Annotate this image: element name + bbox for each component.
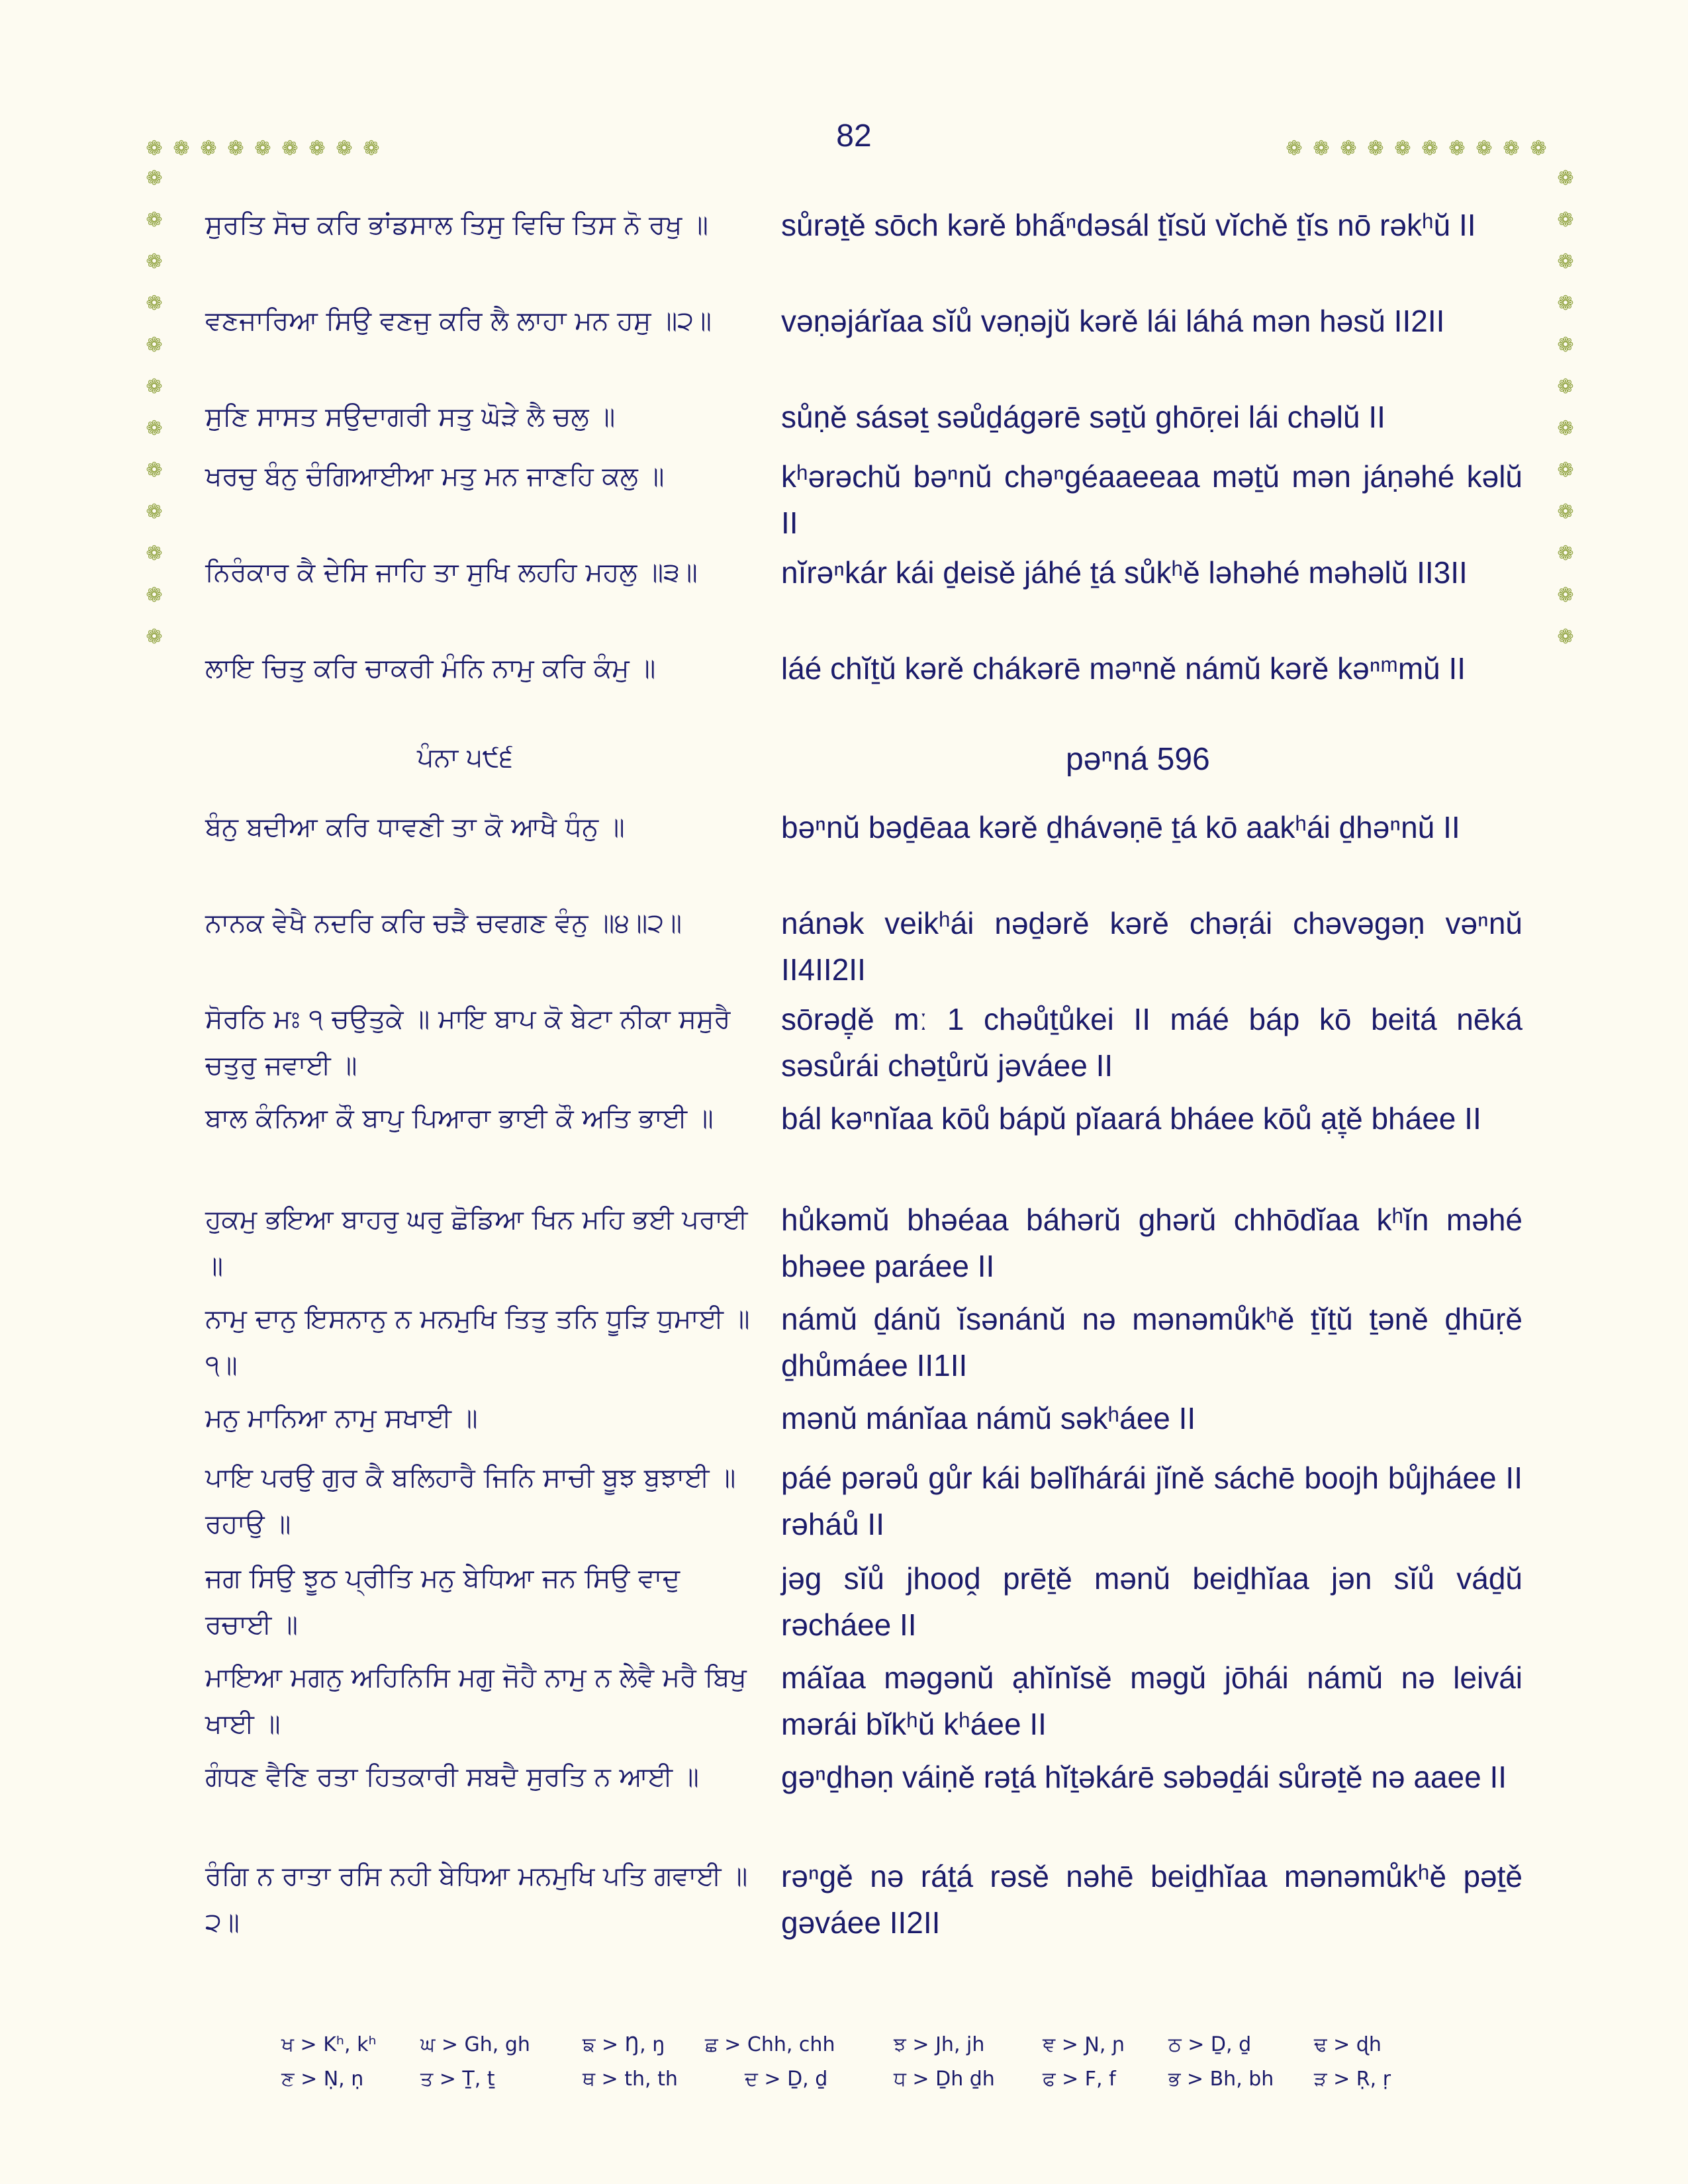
flower-ornament-icon: ❁ — [281, 137, 299, 160]
verse-gurmukhi: ਗੰਧਣ ਵੈਣਿ ਰਤਾ ਹਿਤਕਾਰੀ ਸਬਦੈ ਸੁਰਤਿ ਨ ਆਈ ॥ — [205, 1762, 699, 1792]
verse-gurmukhi: ਜਗ ਸਿਉ ਝੂਠ ਪ੍ਰੀਤਿ ਮਨੁ ਬੇਧਿਆ ਜਨ ਸਿਉ ਵਾਦੁ ਰਚਾਈ ॥ — [205, 1563, 680, 1640]
flower-ornament-icon: ❁ — [146, 208, 163, 232]
flower-ornament-icon: ❁ — [1557, 208, 1574, 232]
flower-ornament-icon: ❁ — [146, 137, 163, 160]
page-marker-gurmukhi: ਪੰਨਾ ੫੯੬ — [417, 743, 514, 773]
flower-ornament-icon: ❁ — [1448, 137, 1466, 160]
flower-ornament-icon: ❁ — [146, 167, 163, 190]
legend-item: ਝ > Jh, jh — [894, 2033, 985, 2056]
flower-ornament-icon: ❁ — [1421, 137, 1438, 160]
verse-transliteration: sōrəḏ̣ě mː 1 chəůṯůkei II máé báp kō beitá nēká səsůrái chəṯůrŭ jəváee II — [781, 1002, 1523, 1083]
legend-item: ਠ > Ḏ, ḏ — [1168, 2033, 1252, 2056]
verse-transliteration: máĭaa məgənŭ ạhĭnĭsě məgŭ jōhái námŭ nə leivái mərái bĭkʰŭ kʰáee II — [781, 1661, 1523, 1741]
verse-transliteration: nĭrəⁿkár kái ḏeisě jáhé ṯá sůkʰě ləhəhé məhəlŭ II3II — [781, 555, 1468, 590]
flower-ornament-icon: ❁ — [146, 500, 163, 523]
flower-ornament-icon: ❁ — [336, 137, 353, 160]
flower-ornament-icon: ❁ — [1476, 137, 1493, 160]
legend-item: ਦ > Ḏ, ḏ — [745, 2068, 828, 2091]
verse-gurmukhi: ਵਣਜਾਰਿਆ ਸਿਉ ਵਣਜੁ ਕਰਿ ਲੈ ਲਾਹਾ ਮਨ ਹਸੁ ॥੨॥ — [205, 306, 712, 336]
flower-ornament-icon: ❁ — [254, 137, 271, 160]
flower-ornament-icon: ❁ — [1557, 417, 1574, 440]
verse-gurmukhi: ਹੁਕਮੁ ਭਇਆ ਬਾਹਰੁ ਘਰੁ ਛੋਡਿਆ ਖਿਨ ਮਹਿ ਭਈ ਪਰਾਈ ॥ — [205, 1205, 748, 1281]
verse-gurmukhi: ਨਿਰੰਕਾਰ ਕੈ ਦੇਸਿ ਜਾਹਿ ਤਾ ਸੁਖਿ ਲਹਹਿ ਮਹਲੁ ॥੩॥ — [205, 557, 698, 588]
flower-ornament-icon: ❁ — [146, 584, 163, 607]
flower-ornament-icon: ❁ — [1340, 137, 1357, 160]
verse-transliteration: bəⁿnŭ bəḏēaa kərě ḏhávəṇē ṯá kō aakʰái ḏhəⁿnŭ II — [781, 810, 1460, 844]
legend-item: ਥ > th, th — [583, 2068, 678, 2091]
verse-gurmukhi: ਪਾਇ ਪਰਉ ਗੁਰ ਕੈ ਬਲਿਹਾਰੈ ਜਿਨਿ ਸਾਚੀ ਬੂਝ ਬੁਝਾਈ ॥ ਰਹਾਉ ॥ — [205, 1463, 736, 1539]
flower-ornament-icon: ❁ — [1557, 625, 1574, 649]
page-number: 82 — [836, 118, 872, 154]
page-marker-transliteration: pəⁿná 596 — [1066, 742, 1210, 777]
verse-transliteration: jəg sĭů jhooḓ prēṯě mənŭ beiḏhĭaa jən sĭů váḏŭ rəcháee II — [781, 1561, 1523, 1642]
verse-gurmukhi: ਲਾਇ ਚਿਤੁ ਕਰਿ ਚਾਕਰੀ ਮੰਨਿ ਨਾਮੁ ਕਰਿ ਕੰਮੁ ॥ — [205, 653, 656, 684]
verse-transliteration: sůrəṯě sōch kərě bhấⁿdəsál ṯĭsŭ vĭchě ṯĭs nō rəkʰŭ II — [781, 208, 1476, 242]
verse-gurmukhi: ਨਾਨਕ ਵੇਖੈ ਨਦਰਿ ਕਰਿ ਚੜੈ ਚਵਗਣ ਵੰਨੁ ॥੪॥੨॥ — [205, 908, 682, 938]
legend-item: ਭ > Bh, bh — [1168, 2068, 1274, 2091]
verse-transliteration: mənŭ mánĭaa námŭ səkʰáee II — [781, 1401, 1196, 1435]
verse-transliteration: hůkəmŭ bhəéaa báhərŭ ghərŭ chhōdĭaa kʰĭn məhé bhəee paráee II — [781, 1203, 1523, 1283]
verse-transliteration: páé pərəů gůr kái bəlĭhárái jĭně sáchē boojh bůjháee II rəháů II — [781, 1461, 1523, 1541]
legend-item: ਤ > Ṯ, ṯ — [420, 2068, 495, 2091]
verse-transliteration: kʰərəchŭ bəⁿnŭ chəⁿgéaaeeaa məṯŭ mən jáṇəhé kəlŭ II — [781, 459, 1523, 540]
verse-gurmukhi: ਮਾਇਆ ਮਗਨੁ ਅਹਿਨਿਸਿ ਮਗੁ ਜੋਹੈ ਨਾਮੁ ਨ ਲੇਵੈ ਮਰੈ ਬਿਖੁ ਖਾਈ ॥ — [205, 1662, 747, 1739]
legend-item: ਙ > Ŋ, ŋ — [583, 2033, 665, 2056]
verse-gurmukhi: ਬਾਲ ਕੰਨਿਆ ਕੌ ਬਾਪੁ ਪਿਆਰਾ ਭਾਈ ਕੌ ਅਤਿ ਭਾਈ ॥ — [205, 1103, 714, 1134]
flower-ornament-icon: ❁ — [146, 417, 163, 440]
verse-transliteration: gəⁿḏhəṇ váiṇě rəṯá hĭṯəkárē səbəḏái sůrəṯě nə aaee II — [781, 1760, 1507, 1794]
flower-ornament-icon: ❁ — [1394, 137, 1411, 160]
verse-gurmukhi: ਨਾਮੁ ਦਾਨੁ ਇਸਨਾਨੁ ਨ ਮਨਮੁਖਿ ਤਿਤੁ ਤਨਿ ਧੂੜਿ ਧੁਮਾਈ ॥੧॥ — [205, 1304, 750, 1381]
flower-ornament-icon: ❁ — [308, 137, 326, 160]
flower-ornament-icon: ❁ — [1286, 137, 1303, 160]
flower-ornament-icon: ❁ — [173, 137, 190, 160]
legend-item: ਢ > ɖh — [1314, 2033, 1382, 2056]
verse-transliteration: vəṇəjárĭaa sĭů vəṇəjŭ kərě lái láhá mən həsŭ II2II — [781, 304, 1445, 338]
flower-ornament-icon: ❁ — [146, 459, 163, 482]
verse-gurmukhi: ਸੁਣਿ ਸਾਸਤ ਸਉਦਾਗਰੀ ਸਤੁ ਘੋੜੇ ਲੈ ਚਲੁ ॥ — [205, 402, 616, 432]
flower-ornament-icon: ❁ — [1557, 250, 1574, 273]
flower-ornament-icon: ❁ — [1503, 137, 1520, 160]
legend-item: ਧ > Ḏh ḏh — [894, 2068, 995, 2091]
flower-ornament-icon: ❁ — [1557, 584, 1574, 607]
verse-gurmukhi: ਮਨੁ ਮਾਨਿਆ ਨਾਮੁ ਸਖਾਈ ॥ — [205, 1403, 478, 1433]
legend-item: ਛ > Chh, chh — [705, 2033, 835, 2056]
flower-ornament-icon: ❁ — [1557, 292, 1574, 315]
flower-ornament-icon: ❁ — [146, 250, 163, 273]
verse-gurmukhi: ਸੋਰਠਿ ਮਃ ੧ ਚਉਤੁਕੇ ॥ ਮਾਇ ਬਾਪ ਕੋ ਬੇਟਾ ਨੀਕਾ ਸਸੁਰੈ ਚਤੁਰੁ ਜਵਾਈ ॥ — [205, 1004, 731, 1081]
flower-ornament-icon: ❁ — [1557, 375, 1574, 398]
verse-transliteration: láé chĭṯŭ kərě chákərē məⁿně námŭ kərě kəⁿᵐmŭ II — [781, 651, 1466, 686]
legend-item: ਣ > Ṇ, ṇ — [281, 2068, 364, 2091]
flower-ornament-icon: ❁ — [146, 375, 163, 398]
flower-ornament-icon: ❁ — [1367, 137, 1384, 160]
legend-item: ਘ > Gh, gh — [420, 2033, 530, 2056]
flower-ornament-icon: ❁ — [1557, 459, 1574, 482]
legend-item: ਖ > Kʰ, kʰ — [281, 2033, 377, 2056]
flower-ornament-icon: ❁ — [1557, 500, 1574, 523]
verse-gurmukhi: ਖਰਚੁ ਬੰਨੁ ਚੰਗਿਆਈਆ ਮਤੁ ਮਨ ਜਾਣਹਿ ਕਲੁ ॥ — [205, 461, 665, 492]
flower-ornament-icon: ❁ — [227, 137, 244, 160]
verse-gurmukhi: ਸੁਰਤਿ ਸੋਚ ਕਰਿ ਭਾਂਡਸਾਲ ਤਿਸੁ ਵਿਚਿ ਤਿਸ ਨੋ ਰਖੁ ॥ — [205, 210, 708, 240]
flower-ornament-icon: ❁ — [146, 542, 163, 565]
legend-item: ਫ > F, f — [1043, 2068, 1116, 2091]
flower-ornament-icon: ❁ — [1557, 167, 1574, 190]
verse-transliteration: sůṇě sásəṯ səůḏágərē səṯŭ ghōṛei lái chəlŭ II — [781, 400, 1385, 434]
flower-ornament-icon: ❁ — [363, 137, 380, 160]
flower-ornament-icon: ❁ — [1313, 137, 1330, 160]
flower-ornament-icon: ❁ — [1557, 542, 1574, 565]
legend-item: ੜ > Ṛ, ṛ — [1314, 2068, 1391, 2091]
verse-transliteration: námŭ ḏánŭ ĭsənánŭ nə mənəmůkʰě ṯĭṯŭ ṯəně ḏhūṛě ḏhůmáee II1II — [781, 1302, 1523, 1383]
legend-item: ਞ > Ɲ, ɲ — [1043, 2033, 1125, 2056]
verse-transliteration: rəⁿgě nə ráṯá rəsě nəhē beiḏhĭaa mənəmůkʰě pəṯě gəváee II2II — [781, 1859, 1523, 1940]
flower-ornament-icon: ❁ — [1530, 137, 1547, 160]
flower-ornament-icon: ❁ — [146, 625, 163, 649]
verse-transliteration: nánək veikʰái nəḏərě kərě chəṛái chəvəgəṇ vəⁿnŭ II4II2II — [781, 906, 1523, 987]
flower-ornament-icon: ❁ — [200, 137, 217, 160]
verse-gurmukhi: ਬੰਨੁ ਬਦੀਆ ਕਰਿ ਧਾਵਣੀ ਤਾ ਕੋ ਆਖੈ ਧੰਨੁ ॥ — [205, 812, 625, 842]
verse-transliteration: bál kəⁿnĭaa kōů bápŭ pĭaará bháee kōů ạṯ̣ě bháee II — [781, 1101, 1481, 1136]
flower-ornament-icon: ❁ — [146, 334, 163, 357]
flower-ornament-icon: ❁ — [146, 292, 163, 315]
verse-gurmukhi: ਰੰਗਿ ਨ ਰਾਤਾ ਰਸਿ ਨਹੀ ਬੇਧਿਆ ਮਨਮੁਖਿ ਪਤਿ ਗਵਾਈ ॥੨॥ — [205, 1861, 748, 1938]
flower-ornament-icon: ❁ — [1557, 334, 1574, 357]
